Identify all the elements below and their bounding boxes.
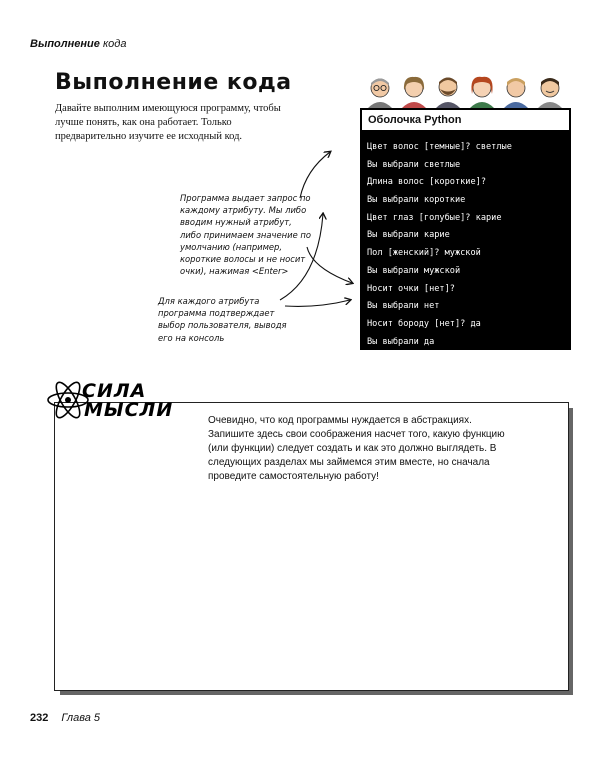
brain-power-word1: СИЛА bbox=[82, 380, 147, 402]
shell-line: Цвет глаз [голубые]? карие bbox=[367, 212, 502, 223]
shell-line: Длина волос [короткие]? bbox=[367, 177, 486, 188]
shell-line: Носит бороду [нет]? да bbox=[367, 318, 481, 329]
brain-power-word2: МЫСЛИ bbox=[84, 399, 174, 421]
confirm-annotation: Для каждого атрибута программа подтверждает выбор пользователя, выводя его на консоль bbox=[158, 296, 287, 343]
arrow-to-prompt-bottom bbox=[307, 247, 352, 283]
running-head-main: Выполнение bbox=[30, 38, 100, 50]
arrow-to-confirm-bottom bbox=[285, 300, 350, 306]
shell-line: Вы выбрали светлые bbox=[367, 159, 461, 170]
shell-line: Вы выбрали короткие bbox=[367, 195, 466, 206]
page-number: 232 bbox=[30, 712, 49, 724]
prompt-annotation: Программа выдает запрос по каждому атрибуту. Мы либо вводим нужный атрибут, либо принимаем значение по умолчанию (например, короткие волосы и не носит очки), нажимая <Enter> bbox=[180, 193, 311, 277]
shell-line: Цвет волос [темные]? светлые bbox=[367, 142, 512, 152]
shell-line: Пол [женский]? мужской bbox=[367, 248, 481, 259]
page-title: Выполнение кода bbox=[55, 70, 292, 95]
shell-line: Вы выбрали нет bbox=[367, 301, 440, 312]
shell-line: Вы выбрали мужской bbox=[367, 265, 461, 276]
arrow-to-confirm-top bbox=[280, 214, 323, 300]
running-head-sub: кода bbox=[102, 38, 127, 50]
page-footer bbox=[30, 712, 100, 724]
shell-line: Вы выбрали карие bbox=[367, 230, 450, 241]
arrow-to-prompt-top bbox=[300, 152, 330, 198]
chapter-label: Глава 5 bbox=[61, 712, 101, 724]
brain-power-text: Очевидно, что код программы нуждается в абстракциях. Запишите здесь свои соображения насчет того, какую функцию (или функции) следует создать и как это должно выглядеть. В следующих разделах мы займемся этим вместе, но сначала проведите самостоятельную работу! bbox=[208, 415, 505, 482]
python-shell-title: Оболочка Python bbox=[361, 109, 570, 131]
intro-paragraph: Давайте выполним имеющуюся программу, чтобы лучше понять, как она работает. Только предварительно изучите ее исходный код. bbox=[55, 103, 281, 142]
shell-line: Вы выбрали да bbox=[367, 336, 435, 347]
shell-line: Носит очки [нет]? bbox=[367, 283, 455, 294]
